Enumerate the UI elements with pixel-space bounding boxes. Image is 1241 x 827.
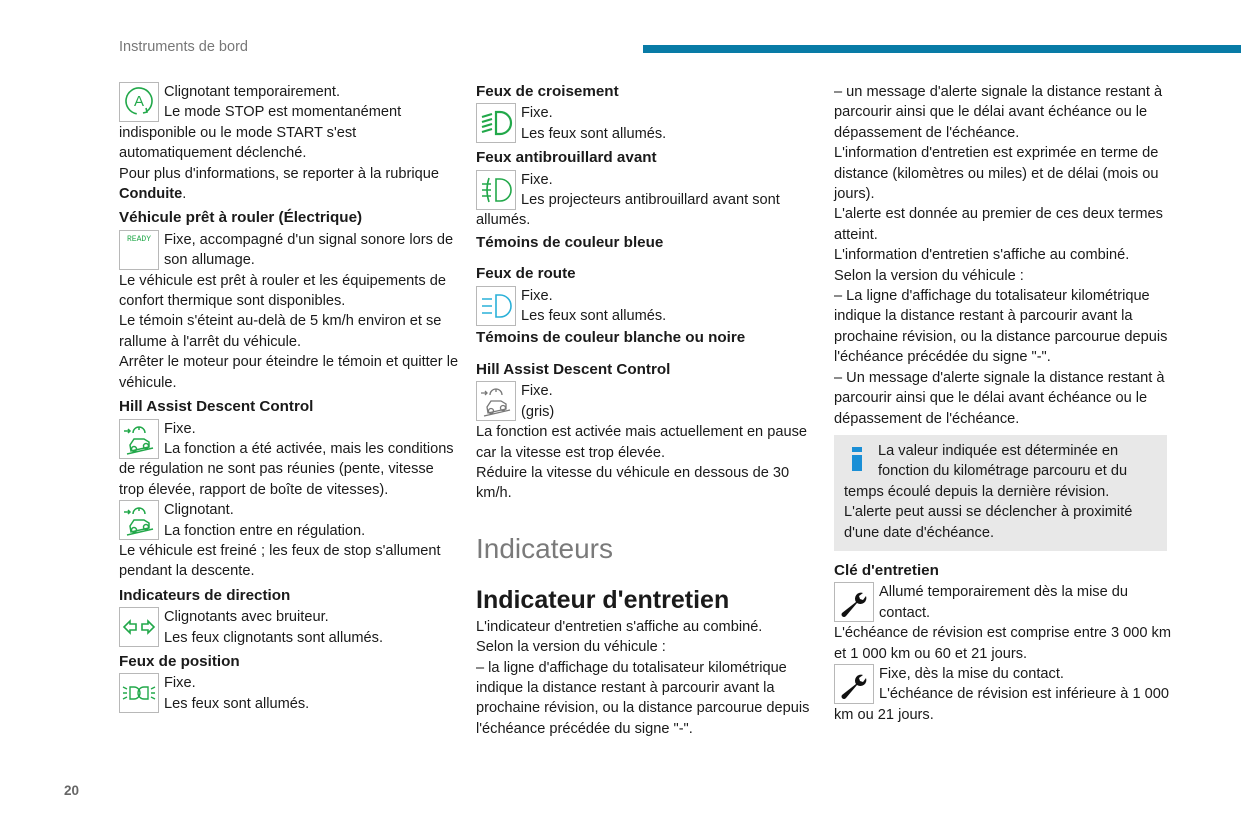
text: L'indicateur d'entretien s'affiche au combiné. — [476, 618, 763, 635]
column-1 — [119, 82, 459, 714]
dipped-beam-entry — [476, 103, 816, 144]
text: Fixe. — [521, 287, 553, 304]
service-key-temp-entry — [834, 582, 1174, 623]
text: Le mode STOP est momentanément indisponible ou le mode START s'est automatiquement déclenché. — [119, 104, 402, 162]
front-fog-entry — [476, 170, 816, 231]
text: – la ligne d'affichage du totalisateur kilométrique indique la distance restant à parcourir avant la prochaine révision, ou la distance parcourue depuis l'échéance précédée du signe "-". — [476, 659, 810, 737]
column-3 — [834, 82, 1174, 725]
text: Le témoin s'éteint au-delà de 5 km/h environ et se rallume à l'arrêt du véhicule. — [119, 313, 442, 350]
section-heading: Hill Assist Descent Control — [119, 398, 314, 416]
text: – Un message d'alerte signale la distance restant à parcourir ainsi que le délai avant échéance ou le dépassement de l'échéance. — [834, 369, 1165, 427]
text: Le véhicule est prêt à rouler et les équipements de confort thermique sont disponibles. — [119, 272, 446, 310]
running-header: Instruments de bord — [119, 39, 248, 55]
text: (gris) — [521, 403, 555, 420]
text: Fixe. — [521, 171, 553, 188]
text: Les projecteurs antibrouillard avant sont allumés. — [476, 192, 780, 229]
column-2 — [476, 82, 816, 739]
text: La fonction a été activée, mais les conditions de régulation ne sont pas réunies (pente, vitesse trop élevée, rapport de boîte de vitesses). — [119, 440, 454, 498]
wrench-icon — [834, 582, 874, 622]
page-title: Indicateur d'entretien — [476, 585, 730, 614]
text — [119, 164, 459, 205]
hadc-fixed-entry — [119, 419, 459, 501]
position-entry — [119, 673, 459, 714]
text: Fixe. — [164, 675, 196, 692]
text: L'alerte peut aussi se déclencher à proximité d'une date d'échéance. — [844, 504, 1133, 541]
text: . — [182, 186, 187, 203]
text: Arrêter le moteur pour éteindre le témoin et quitter le véhicule. — [119, 354, 459, 391]
text: Les feux sont allumés. — [521, 308, 667, 325]
main-beam-entry — [476, 286, 816, 327]
section-heading: Indicateurs de direction — [119, 586, 291, 604]
hill-descent-icon — [119, 500, 159, 540]
hadc-grey-entry — [476, 381, 816, 422]
ready-icon — [119, 230, 159, 270]
section-heading: Feux antibrouillard avant — [476, 149, 657, 167]
section-heading: Clé d'entretien — [834, 561, 939, 579]
section-heading: Feux de route — [476, 265, 576, 283]
text: La fonction entre en régulation. — [164, 522, 366, 539]
text: – un message d'alerte signale la distance restant à parcourir ainsi que le délai avant échéance ou le dépassement de l'échéance. — [834, 84, 1163, 141]
text: Les feux clignotants sont allumés. — [164, 629, 384, 646]
front-fog-lamp-icon — [476, 170, 516, 210]
text: Fixe, accompagné d'un signal sonore lors de son allumage. — [164, 231, 454, 269]
text: L'alerte est donnée au premier de ces deux termes atteint. — [834, 206, 1163, 243]
text: La fonction est activée mais actuellement en pause car la vitesse est trop élevée. — [476, 424, 807, 461]
hill-descent-grey-icon — [476, 381, 516, 421]
text: Fixe. — [521, 383, 553, 400]
text: Selon la version du véhicule : — [834, 267, 1024, 284]
stop-start-auto-icon — [119, 82, 159, 122]
text: Les feux sont allumés. — [164, 695, 310, 712]
text: – La ligne d'affichage du totalisateur kilométrique indique la distance restant à parcourir avant la prochaine révision, ou la distance parcourue depuis l'échéance précédée du signe "-". — [834, 288, 1168, 366]
text: Selon la version du véhicule : — [476, 639, 666, 656]
text: Clignotant temporairement. — [164, 84, 341, 100]
section-heading: Feux de croisement — [476, 83, 619, 100]
text: Clignotants avec bruiteur. — [164, 609, 329, 626]
svg-text:READY: READY — [126, 234, 152, 244]
info-note — [834, 435, 1167, 551]
svg-text:A: A — [133, 93, 145, 110]
service-key-fixed-entry — [834, 664, 1174, 725]
conduite-link: Conduite — [119, 186, 183, 203]
hill-descent-icon — [119, 419, 159, 459]
section-heading: Témoins de couleur blanche ou noire — [476, 329, 746, 347]
text: Le véhicule est freiné ; les feux de stop s'allument pendant la descente. — [119, 542, 441, 580]
text: L'information d'entretien s'affiche au combiné. — [834, 247, 1130, 264]
text: Clignotant. — [164, 502, 234, 519]
text: Fixe. — [521, 105, 553, 122]
text: Les feux sont allumés. — [521, 125, 667, 142]
wrench-icon — [834, 664, 874, 704]
main-beam-icon — [476, 286, 516, 326]
text: L'échéance de révision est inférieure à 1 000 km ou 21 jours. — [834, 686, 1169, 723]
page-number: 20 — [64, 783, 80, 798]
section-heading: Feux de position — [119, 652, 240, 670]
text: L'information d'entretien est exprimée en terme de distance (kilomètres ou miles) et de délai (mois ou jours). — [834, 145, 1159, 203]
text: Fixe, dès la mise du contact. — [879, 665, 1064, 682]
info-icon — [852, 447, 864, 471]
text: Réduire la vitesse du véhicule en dessous de 30 km/h. — [476, 464, 790, 502]
turn-signal-arrows-icon — [119, 607, 159, 647]
hadc-blinking-entry — [119, 500, 459, 541]
text: Allumé temporairement dès la mise du contact. — [879, 584, 1129, 621]
text: Pour plus d'informations, se reporter à la rubrique — [119, 165, 439, 182]
section-title-indicateurs: Indicateurs — [476, 532, 613, 564]
stop-start-entry — [119, 82, 459, 164]
direction-entry — [119, 607, 459, 648]
text: La valeur indiquée est déterminée en fonction du kilométrage parcouru et du temps écoulé depuis la dernière révision. — [844, 442, 1128, 500]
header-accent-bar — [643, 45, 1241, 53]
ready-entry — [119, 230, 459, 271]
section-heading: Véhicule prêt à rouler (Électrique) — [119, 209, 363, 227]
text: L'échéance de révision est comprise entre 3 000 km et 1 000 km ou 60 et 21 jours. — [834, 625, 1172, 662]
position-lights-icon — [119, 673, 159, 713]
dipped-beam-icon — [476, 103, 516, 143]
section-heading: Témoins de couleur bleue — [476, 233, 664, 251]
section-heading: Hill Assist Descent Control — [476, 360, 671, 378]
text: Fixe. — [164, 420, 196, 437]
